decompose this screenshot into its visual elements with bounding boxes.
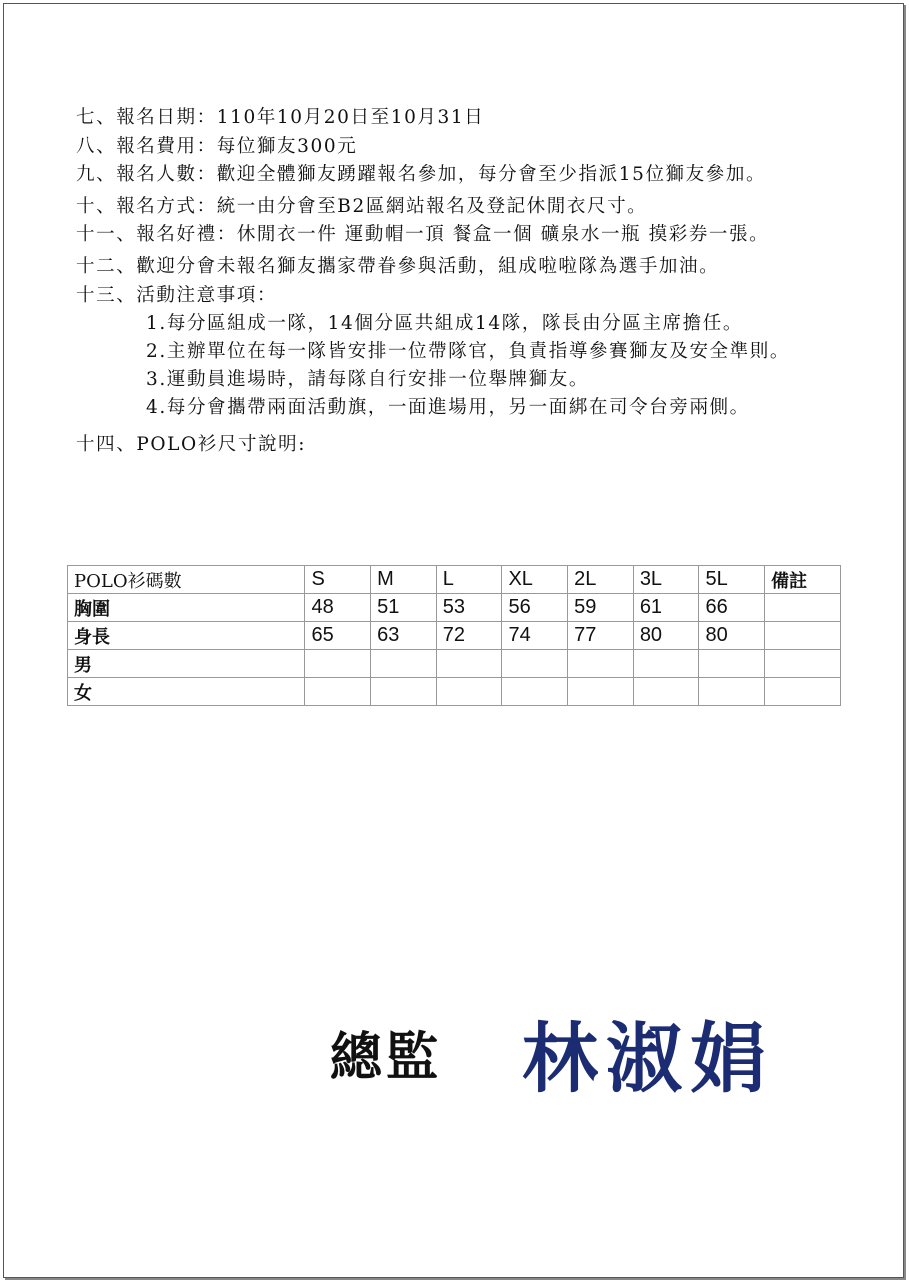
table-cell	[502, 650, 568, 678]
table-cell	[305, 678, 371, 706]
table-cell	[371, 650, 437, 678]
item-label: 十三、	[76, 285, 137, 306]
table-cell	[502, 678, 568, 706]
item-text: 活動注意事項：	[136, 285, 278, 306]
item-registration-gifts	[76, 221, 856, 248]
item-label: 十、報名方式：	[76, 196, 217, 217]
table-cell	[633, 678, 699, 706]
item-family-welcome	[76, 252, 856, 281]
item-label: 八、報名費用：	[76, 136, 217, 157]
note-item	[146, 310, 856, 338]
table-cell: 53	[436, 594, 502, 622]
note-item	[146, 394, 856, 422]
table-cell	[765, 622, 841, 650]
table-cell: 51	[371, 594, 437, 622]
note-text: 主辦單位在每一隊皆安排一位帶隊官，負責指導參賽獅友及安全準則。	[166, 341, 790, 362]
note-number: 3.	[146, 369, 167, 390]
item-registration-method	[76, 192, 856, 221]
table-cell	[568, 650, 634, 678]
table-header-cell: XL	[502, 566, 568, 594]
item-text: 每位獅友300元	[216, 136, 358, 157]
table-cell	[699, 650, 765, 678]
table-cell	[568, 678, 634, 706]
item-text: 歡迎全體獅友踴躍報名參加，每分會至少指派15位獅友參加。	[216, 164, 767, 185]
table-cell: 48	[305, 594, 371, 622]
table-cell	[765, 678, 841, 706]
note-number: 1.	[146, 313, 167, 334]
note-text: 運動員進場時，請每隊自行安排一位舉牌獅友。	[166, 369, 589, 390]
item-registration-fee	[76, 132, 856, 161]
table-header-row	[68, 566, 841, 594]
signature-block	[330, 998, 774, 1107]
notes-list	[76, 310, 856, 422]
table-cell	[305, 650, 371, 678]
table-cell: 72	[436, 622, 502, 650]
table-cell: 80	[699, 622, 765, 650]
item-label: 十四、	[76, 434, 137, 455]
note-text: 每分區組成一隊，14個分區共組成14隊，隊長由分區主席擔任。	[166, 313, 743, 334]
item-text: 休閒衣一件 運動帽一頂 餐盒一個 礦泉水一瓶 摸彩券一張。	[236, 224, 770, 245]
table-cell	[633, 650, 699, 678]
table-cell: 66	[699, 594, 765, 622]
table-cell: 80	[633, 622, 699, 650]
item-text: 110年10月20日至10月31日	[216, 107, 485, 128]
table-cell: 59	[568, 594, 634, 622]
table-header-cell: 3L	[633, 566, 699, 594]
signature-name: 林淑娟	[522, 1014, 775, 1103]
table-row	[68, 650, 841, 678]
table-cell	[765, 594, 841, 622]
table-header-cell: L	[436, 566, 502, 594]
item-registration-date	[76, 103, 856, 132]
table-cell	[436, 650, 502, 678]
note-item	[146, 366, 856, 394]
table-cell: 61	[633, 594, 699, 622]
note-number: 4.	[146, 397, 167, 418]
note-text: 每分會攜帶兩面活動旗，一面進場用，另一面綁在司令台旁兩側。	[166, 397, 750, 418]
table-row	[68, 594, 841, 622]
item-label: 七、報名日期：	[76, 107, 217, 128]
item-text: 統一由分會至B2區網站報名及登記休閒衣尺寸。	[216, 196, 648, 217]
table-cell: 身長	[68, 622, 305, 650]
item-notes-heading	[76, 281, 856, 310]
signature-title: 總監	[330, 1027, 443, 1088]
item-registration-count	[76, 161, 856, 188]
table-header-cell: M	[371, 566, 437, 594]
table-cell: 74	[502, 622, 568, 650]
note-number: 2.	[146, 341, 167, 362]
table-cell: 65	[305, 622, 371, 650]
table-cell	[436, 678, 502, 706]
item-label: 十一、報名好禮：	[76, 224, 237, 245]
note-item	[146, 338, 856, 366]
item-label: 十二、	[76, 256, 137, 277]
table-cell: 56	[502, 594, 568, 622]
table-cell	[699, 678, 765, 706]
table-header-cell: 5L	[699, 566, 765, 594]
table-cell	[371, 678, 437, 706]
table-header-cell: 2L	[568, 566, 634, 594]
table-cell: 男	[68, 650, 305, 678]
table-cell: 胸圍	[68, 594, 305, 622]
polo-size-table	[67, 565, 841, 706]
item-label: 九、報名人數：	[76, 164, 217, 185]
table-cell: 77	[568, 622, 634, 650]
table-header-cell: S	[305, 566, 371, 594]
table-cell: 63	[371, 622, 437, 650]
document-body	[76, 103, 856, 459]
table-cell	[765, 650, 841, 678]
item-polo-size-heading	[76, 430, 856, 459]
item-text: 歡迎分會未報名獅友攜家帶眷參與活動，組成啦啦隊為選手加油。	[136, 256, 720, 277]
table-row	[68, 622, 841, 650]
item-text: POLO衫尺寸說明:	[136, 434, 307, 455]
table-header-cell: 備註	[765, 566, 841, 594]
table-header-cell: POLO衫碼數	[68, 566, 305, 594]
table-row	[68, 678, 841, 706]
table-cell: 女	[68, 678, 305, 706]
